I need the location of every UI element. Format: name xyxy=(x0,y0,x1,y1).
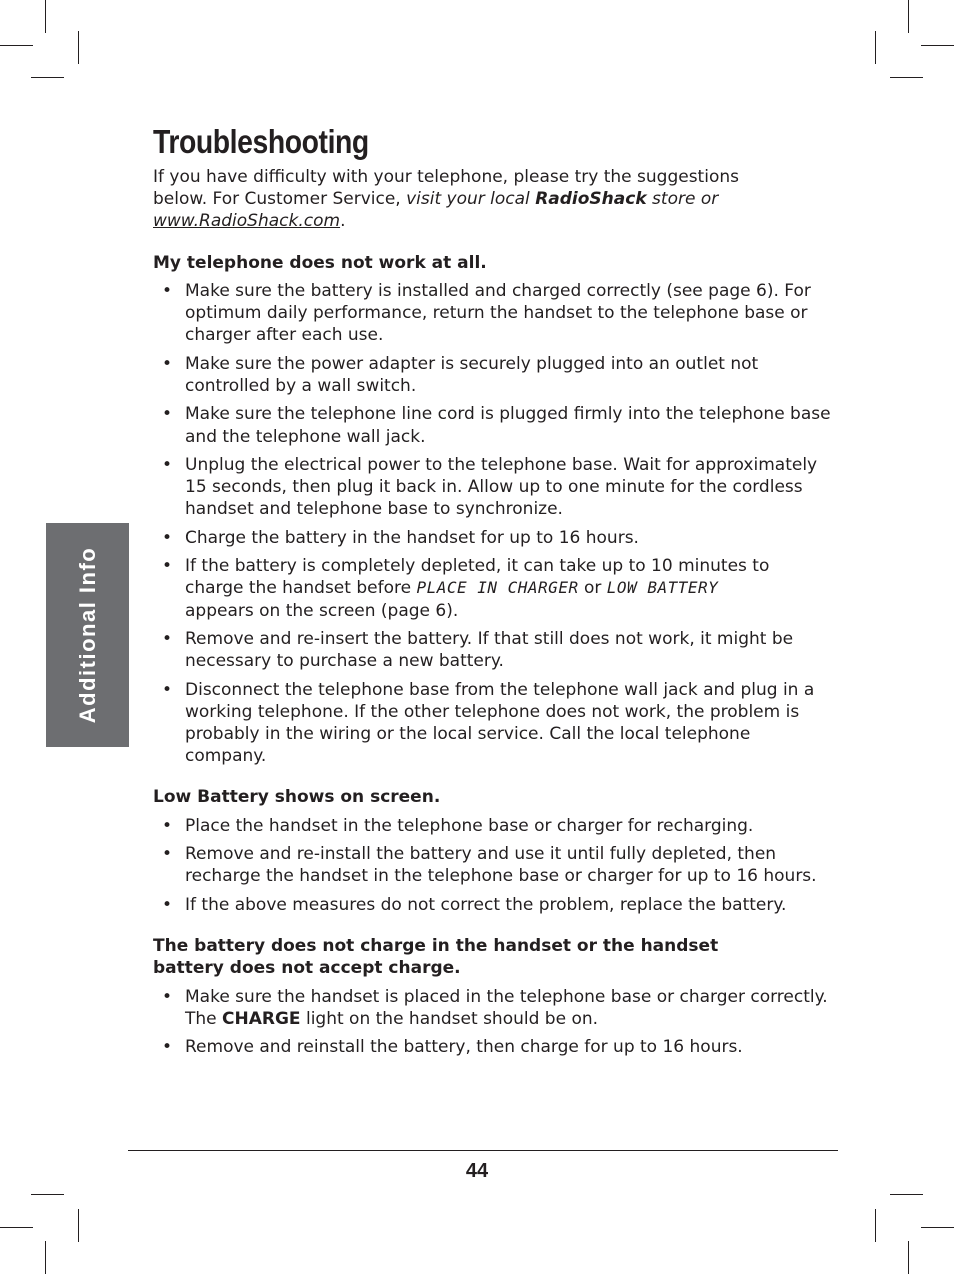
list-item-text: Make sure the battery is installed and charged correctly (see page 6). For optimum daily performance, return the handset to the telephone base or charger after each use. xyxy=(185,281,811,346)
list-item-text: Charge the battery in the handset for up to 16 hours. xyxy=(185,527,639,548)
list-item xyxy=(153,454,833,521)
page-number: 44 xyxy=(465,1160,489,1182)
list-item xyxy=(153,527,833,549)
list-item-text: Unplug the electrical power to the telephone base. Wait for approximately 15 seconds, then plug it back in. Allow up to one minute for the cordless handset and telephone base to synchronize. xyxy=(185,454,818,520)
list-item xyxy=(153,986,833,1030)
list-item xyxy=(153,843,833,887)
section-tab-label: Additional Info xyxy=(74,546,100,724)
bullet-icon: • xyxy=(162,556,173,577)
list-item-text: Remove and re-install the battery and use it until fully depleted, then recharge the handset in the telephone base or charger for up to 16 hours. xyxy=(185,844,817,887)
main-content xyxy=(153,166,833,1058)
website-link[interactable]: www.RadioShack.com xyxy=(153,211,341,232)
list-item xyxy=(153,280,833,347)
bullet-icon: • xyxy=(162,628,173,649)
bullet-icon: • xyxy=(162,815,173,836)
list-item-text: Remove and reinstall the battery, then charge for up to 16 hours. xyxy=(185,1037,743,1058)
bullet-icon: • xyxy=(162,527,173,548)
bullet-icon: • xyxy=(162,353,173,374)
list-item-text: Remove and re-insert the battery. If that still does not work, it might be necessary to purchase a new battery. xyxy=(185,628,794,672)
brand-name: RadioShack xyxy=(535,189,647,210)
bullet-icon: • xyxy=(162,894,173,915)
footer-divider xyxy=(128,1150,838,1151)
bullet-icon: • xyxy=(162,679,173,700)
list-item-text: Place the handset in the telephone base or charger for recharging. xyxy=(185,815,754,836)
list-item-text: or xyxy=(578,578,607,599)
charge-label: CHARGE xyxy=(222,1008,301,1029)
intro-paragraph xyxy=(153,166,765,233)
list-item-text: Make sure the power adapter is securely plugged into an outlet not controlled by a wall switch. xyxy=(185,353,759,396)
bullet-icon: • xyxy=(162,281,173,301)
page-title: Troubleshooting xyxy=(153,123,369,160)
intro-text: If you have difficulty with your telephone, please try the suggestions below. For Customer Service, xyxy=(153,167,739,210)
lcd-message: LOW BATTERY xyxy=(606,578,719,598)
list-item xyxy=(153,555,833,622)
section-heading: My telephone does not work at all. xyxy=(153,252,487,273)
intro-end: . xyxy=(340,211,346,232)
section-heading: Low Battery shows on screen. xyxy=(153,787,441,808)
list-item-text: light on the handset should be on. xyxy=(300,1008,599,1029)
list-item-text: Make sure the telephone line cord is plugged firmly into the telephone base and the telephone wall jack. xyxy=(185,404,831,447)
list-item xyxy=(153,353,833,397)
list-item xyxy=(153,815,833,837)
list-item-text: appears on the screen (page 6). xyxy=(185,600,459,621)
list-item-text: If the above measures do not correct the problem, replace the battery. xyxy=(185,894,787,915)
section-heading: The battery does not charge in the handset or the handset battery does not accept charge. xyxy=(153,935,719,979)
lcd-message: PLACE IN CHARGER xyxy=(416,578,579,598)
list-item-text: If the battery is completely depleted, it can take up to 10 minutes to charge the handset before xyxy=(185,556,770,599)
bullet-icon: • xyxy=(162,454,173,475)
bullet-icon: • xyxy=(162,844,173,865)
list-item xyxy=(153,894,833,916)
section-tab xyxy=(46,523,129,747)
list-item xyxy=(153,1036,833,1058)
list-item-text: Disconnect the telephone base from the telephone wall jack and plug in a working telephone. If the other telephone does not work, the problem is probably in the wiring or the local service. Call the local telephone company. xyxy=(185,679,815,767)
bullet-icon: • xyxy=(162,404,173,425)
list-item xyxy=(153,403,833,447)
intro-italic-text-2: store or xyxy=(646,189,719,210)
intro-italic-text: visit your local xyxy=(406,189,536,210)
list-item xyxy=(153,679,833,768)
bullet-icon: • xyxy=(162,986,173,1007)
bullet-list xyxy=(153,986,833,1059)
list-item xyxy=(153,628,833,672)
bullet-icon: • xyxy=(162,1037,173,1058)
bullet-list xyxy=(153,815,833,916)
bullet-list xyxy=(153,280,833,767)
list-item-text: Make sure the handset is placed in the telephone base or charger correctly. The xyxy=(185,986,828,1029)
